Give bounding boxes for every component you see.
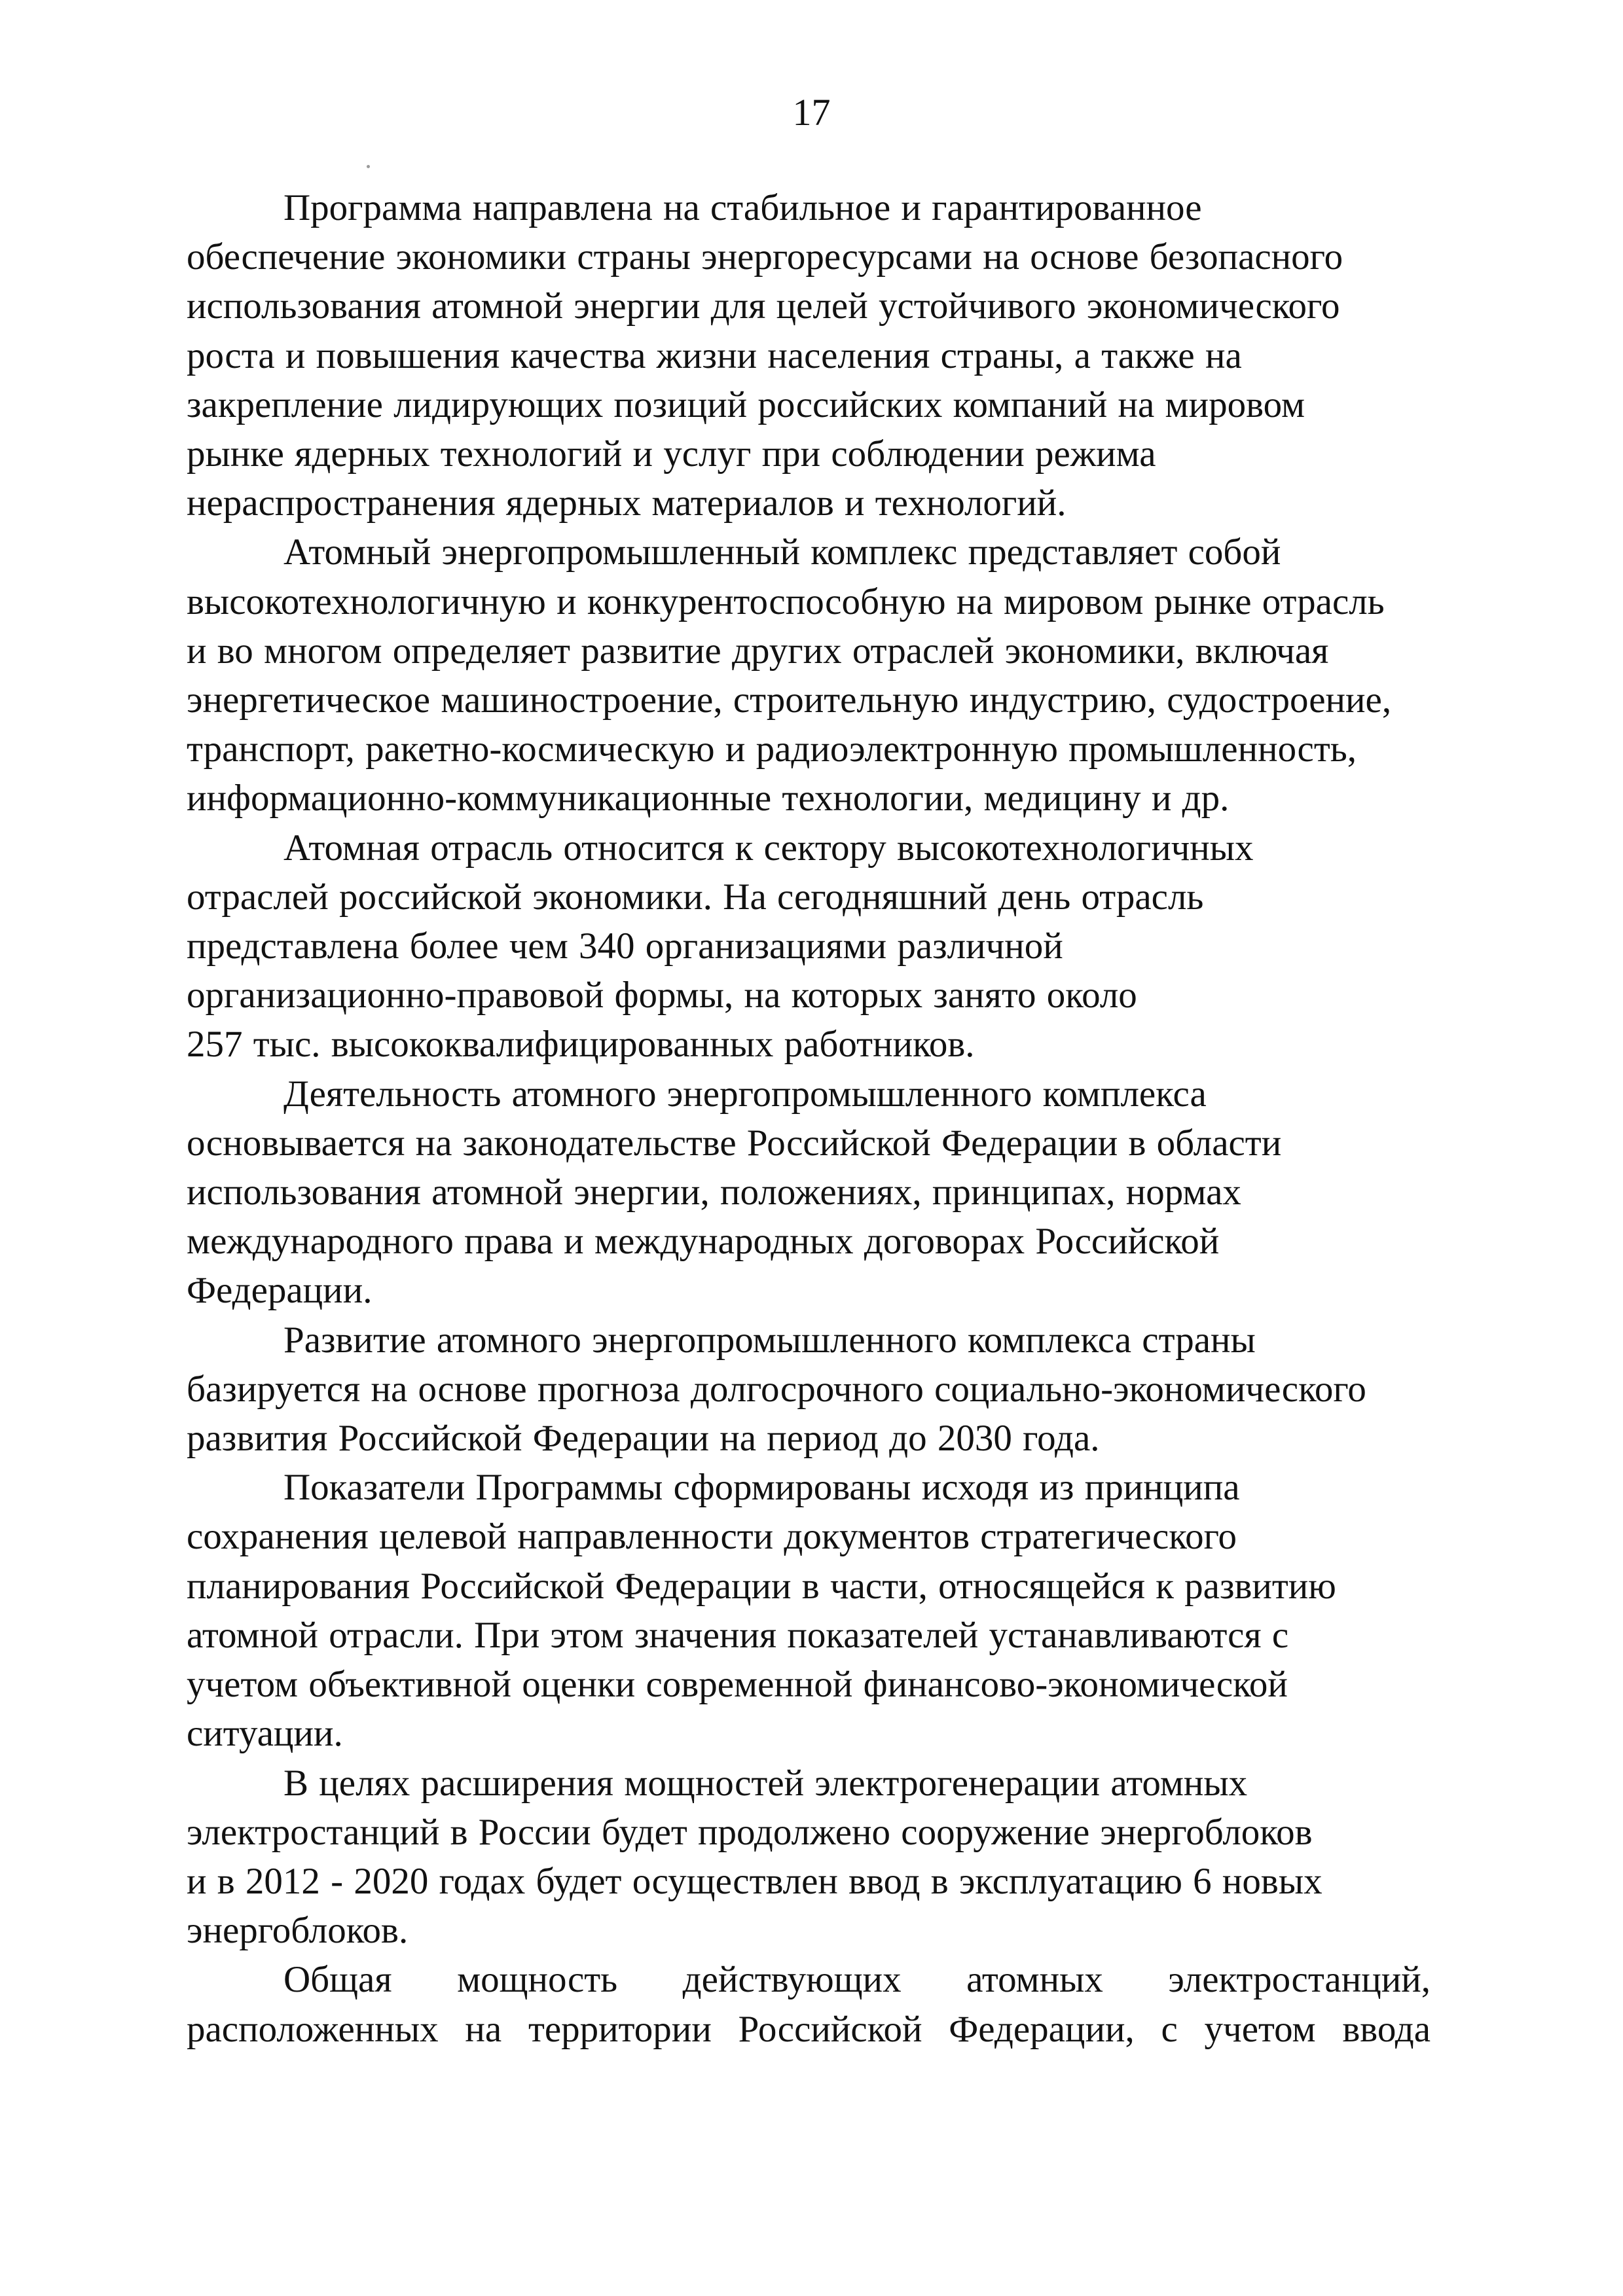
text-line: планирования Российской Федерации в части, относящейся к развитию <box>187 1565 1336 1607</box>
text-line: и в 2012 - 2020 годах будет осуществлен ввод в эксплуатацию 6 новых <box>187 1860 1322 1902</box>
text-line: развития Российской Федерации на период до 2030 года. <box>187 1418 1100 1460</box>
text-line: учетом объективной оценки современной финансово-экономической <box>187 1664 1288 1706</box>
text-line: Атомный энергопромышленный комплекс представляет собой <box>283 531 1281 573</box>
text-line: энергоблоков. <box>187 1910 409 1952</box>
text-line: отраслей российской экономики. На сегодняшний день отрасль <box>187 876 1204 918</box>
paragraph-industry-sector <box>187 823 1431 1069</box>
text-line: использования атомной энергии, положениях, принципах, нормах <box>187 1172 1241 1213</box>
text-line: Развитие атомного энергопромышленного комплекса страны <box>283 1319 1256 1361</box>
text-line: Программа направлена на стабильное и гарантированное <box>283 187 1202 228</box>
text-line: обеспечение экономики страны энергоресурсами на основе безопасного <box>187 236 1343 278</box>
text-line: роста и повышения качества жизни населения страны, а также на <box>187 334 1242 376</box>
text-line: информационно-коммуникационные технологии, медицину и др. <box>187 778 1230 819</box>
paragraph-new-power-units <box>187 1759 1431 1956</box>
text-line: расположенных на территории Российской Федерации, с учетом ввода <box>187 2008 1431 2050</box>
text-line: сохранения целевой направленности документов стратегического <box>187 1516 1237 1558</box>
text-line: высокотехнологичную и конкурентоспособную на мировом рынке отрасль <box>187 581 1385 622</box>
text-line: использования атомной энергии для целей устойчивого экономического <box>187 285 1340 327</box>
text-line: В целях расширения мощностей электрогенерации атомных <box>283 1762 1248 1804</box>
page-number: 17 <box>792 91 831 134</box>
paragraph-development-forecast <box>187 1316 1431 1463</box>
text-line: базируется на основе прогноза долгосрочного социально-экономического <box>187 1368 1366 1410</box>
paragraph-program-indicators <box>187 1463 1431 1758</box>
text-line: Федерации. <box>187 1270 373 1312</box>
text-line: Показатели Программы сформированы исходя из принципа <box>283 1467 1240 1509</box>
text-line: 257 тыс. высококвалифицированных работников. <box>187 1024 975 1066</box>
paragraph-legal-basis <box>187 1069 1431 1316</box>
text-line: основывается на законодательстве Российской Федерации в области <box>187 1122 1282 1164</box>
paragraph-program-goals <box>187 183 1431 528</box>
text-line: и во многом определяет развитие других отраслей экономики, включая <box>187 630 1329 672</box>
text-line: транспорт, ракетно-космическую и радиоэлектронную промышленность, <box>187 728 1357 770</box>
text-line: Общая мощность действующих атомных электростанций, <box>283 1959 1431 2001</box>
text-line: международного права и международных договорах Российской <box>187 1221 1220 1263</box>
text-line: нераспространения ядерных материалов и технологий. <box>187 482 1067 524</box>
paragraph-total-capacity <box>187 1955 1431 2053</box>
text-line: представлена более чем 340 организациями различной <box>187 925 1063 967</box>
text-line: Деятельность атомного энергопромышленного комплекса <box>283 1073 1207 1115</box>
text-line: атомной отрасли. При этом значения показателей устанавливаются с <box>187 1614 1289 1656</box>
paragraph-nuclear-complex <box>187 528 1431 823</box>
text-line: организационно-правовой формы, на которых занято около <box>187 975 1137 1016</box>
text-line: энергетическое машиностроение, строительную индустрию, судостроение, <box>187 679 1392 721</box>
text-line: электростанций в России будет продолжено сооружение энергоблоков <box>187 1811 1313 1853</box>
text-line: рынке ядерных технологий и услуг при соблюдении режима <box>187 433 1156 475</box>
text-line: закрепление лидирующих позиций российских компаний на мировом <box>187 384 1305 425</box>
document-body <box>187 183 1431 2054</box>
scan-speck <box>367 165 370 168</box>
text-line: ситуации. <box>187 1713 343 1755</box>
text-line: Атомная отрасль относится к сектору высокотехнологичных <box>283 827 1254 869</box>
